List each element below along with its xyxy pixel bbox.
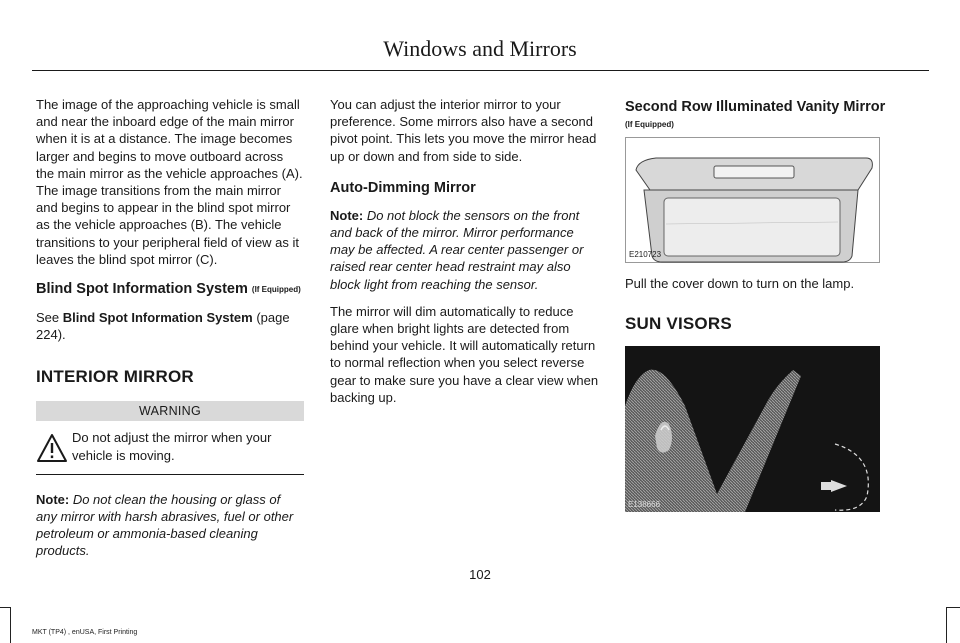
header-rule xyxy=(32,70,929,71)
sun-visor-illustration xyxy=(625,346,880,512)
warning-box xyxy=(36,401,304,474)
vanity-mirror-figure xyxy=(625,137,880,263)
column-right xyxy=(625,96,900,512)
approaching-vehicle-paragraph: The image of the approaching vehicle is small and near the inboard edge of the main mirror when it is at a distance. The image becomes larger and begins to move outboard across the main mirror as the vehicle approaches (A). The image transitions from the main mirror and begins to appear in the blind spot mirror as the vehicle approaches (B). The vehicle transitions to your peripheral field of view as it leaves the blind spot mirror (C). xyxy=(36,97,303,267)
vanity-if-equipped: (If Equipped) xyxy=(625,120,674,129)
cleaning-note xyxy=(36,491,304,560)
warning-text: Do not adjust the mirror when your vehicle is moving. xyxy=(72,430,272,463)
crop-mark xyxy=(946,607,947,643)
see-suffix: (page 224). xyxy=(36,310,290,343)
sun-visors-heading: SUN VISORS xyxy=(625,314,732,334)
column-middle xyxy=(330,96,600,406)
bsis-if-equipped: (If Equipped) xyxy=(251,285,301,295)
note-text: Do not clean the housing or glass of any mirror with harsh abrasives, fuel or other petroleum or ammonia-based cleaning products. xyxy=(36,491,294,559)
crop-mark xyxy=(946,607,960,608)
warning-body xyxy=(36,421,304,474)
note-text: Do not block the sensors on the front and back of the mirror. Mirror performance may be affected. A rear center passenger or raised rear center head restraint may also block light from reaching the sensor. xyxy=(330,207,584,292)
warning-triangle-icon xyxy=(36,433,68,463)
bsis-see-paragraph xyxy=(36,309,304,343)
crop-mark xyxy=(0,607,10,608)
sun-visor-figure xyxy=(625,346,880,512)
crop-mark xyxy=(10,607,11,643)
see-prefix: See xyxy=(36,310,63,326)
bsis-heading xyxy=(36,280,304,299)
interior-mirror-heading: INTERIOR MIRROR xyxy=(36,367,194,387)
printing-footer: MKT (TP4) , enUSA, First Printing xyxy=(32,629,138,636)
adjust-mirror-paragraph: You can adjust the interior mirror to your preference. Some mirrors also have a second pivot point. This lets you move the mirror head up or down and from side to side. xyxy=(330,97,597,164)
sensor-note xyxy=(330,207,600,293)
note-label: Note: xyxy=(36,491,70,507)
page-number: 102 xyxy=(469,567,491,582)
note-label: Note: xyxy=(330,207,364,223)
figure-code: E210723 xyxy=(629,250,662,259)
figure-code: E138666 xyxy=(628,500,661,510)
vanity-mirror-illustration xyxy=(626,138,881,264)
vanity-instruction: Pull the cover down to turn on the lamp. xyxy=(625,276,855,291)
vanity-mirror-heading: Second Row Illuminated Vanity Mirror xyxy=(625,99,886,115)
column-left xyxy=(36,96,304,560)
auto-dim-paragraph: The mirror will dim automatically to reduce glare when bright lights are detected from behind your vehicle. It will automatically return to normal reflection when you select reverse gear to make sure you have a clear view when backing up. xyxy=(330,303,599,405)
warning-label: WARNING xyxy=(36,401,304,421)
bsis-heading-text: Blind Spot Information System xyxy=(36,281,248,298)
bsis-page-link[interactable]: Blind Spot Information System xyxy=(62,310,253,326)
auto-dimming-heading: Auto-Dimming Mirror xyxy=(330,179,476,196)
page-title: Windows and Mirrors xyxy=(383,36,577,61)
